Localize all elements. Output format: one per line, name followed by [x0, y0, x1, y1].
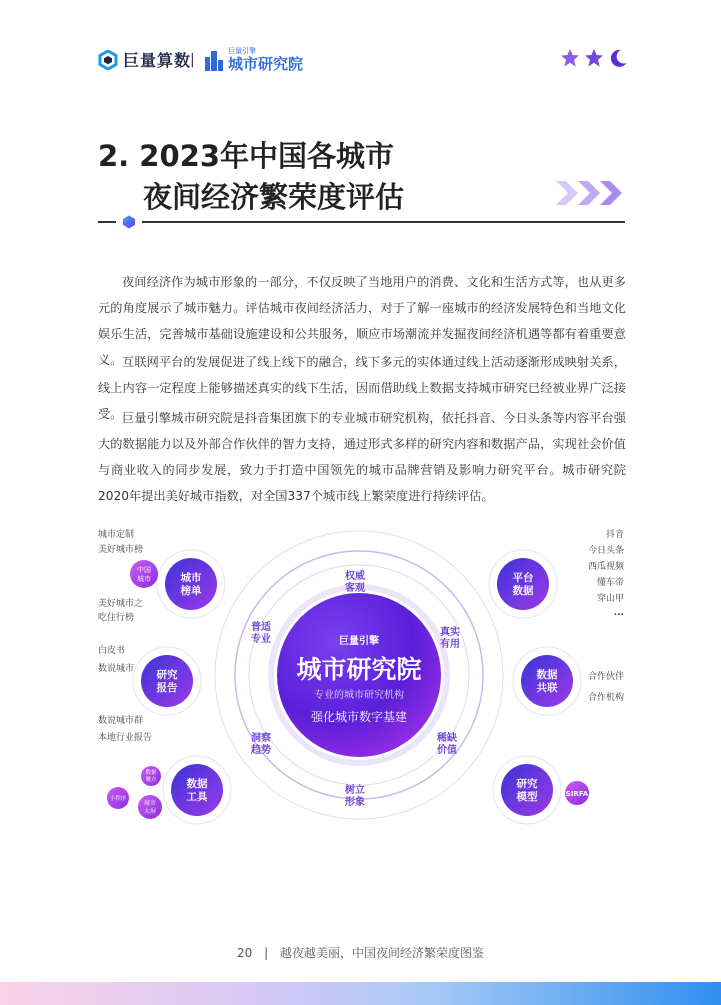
- bubble-china-city: [130, 560, 158, 588]
- svg-text:数据工具: 数据工具: [186, 778, 208, 803]
- footer-separator: |: [264, 946, 269, 960]
- label-pangle: 穿山甲: [596, 594, 624, 604]
- star-icon: [584, 48, 604, 68]
- hexagon-icon: [122, 215, 136, 229]
- ring-label-lower-right: 稀缺价值: [437, 733, 457, 756]
- label-more: ...: [613, 608, 624, 618]
- svg-text:数据共联: 数据共联: [536, 669, 558, 694]
- section-title-line1: 2. 2023年中国各城市: [98, 139, 395, 173]
- label-partners: 合作伙伴: [587, 672, 624, 682]
- svg-text:研究模型: 研究模型: [516, 778, 538, 803]
- ring-label-bottom: 树立形象: [345, 785, 365, 808]
- juliang-suanshu-logo: [98, 48, 191, 71]
- footer-text: 越夜越美丽，中国夜间经济繁荣度图鉴: [279, 946, 484, 960]
- svg-text:城市榜单: 城市榜单: [180, 572, 202, 597]
- star-icon: [560, 48, 580, 68]
- city-building-icon: [204, 49, 224, 71]
- label-city-custom: 城市定制: [98, 530, 135, 540]
- svg-text:平台数据: 平台数据: [512, 572, 534, 597]
- label-dongchedi: 懂车帝: [596, 578, 624, 588]
- label-xigua: 西瓜视频: [587, 562, 624, 572]
- label-douyin: 抖音: [605, 530, 624, 540]
- svg-text:数据魔方: 数据魔方: [145, 770, 157, 783]
- bubble-city-screen: [138, 795, 162, 819]
- label-good-city-rank: 美好城市榜: [98, 545, 144, 555]
- chevron-arrows-icon: [556, 180, 626, 206]
- page-footer: [0, 944, 721, 961]
- node-research-model: [501, 764, 553, 816]
- svg-text:研究报告: 研究报告: [156, 669, 178, 694]
- moon-icon: [608, 48, 628, 68]
- label-food-stay-travel: 吃住行榜: [98, 613, 135, 623]
- label-white-paper: 白皮书: [98, 646, 126, 656]
- label-toutiao: 今日头条: [587, 546, 624, 556]
- center-title: 城市研究院: [296, 655, 422, 684]
- svg-text:城市大屏: 城市大屏: [143, 800, 157, 815]
- section-title-line2: 夜间经济繁荣度评估: [143, 180, 405, 214]
- footer-gradient-bar: [0, 982, 721, 1005]
- paragraph: 夜间经济作为城市形象的一部分，不仅反映了当地用户的消费、文化和生活方式等，也从更多元的角度展示了城市魅力。评估城市夜间经济活力，对于了解一座城市的经济发展特色和当地文化娱乐生活，完善城市基础设施建设和公共服务，顺应市场潮流并发掘夜间经济机遇等都有着重要意义。: [98, 275, 626, 368]
- logo-right-text: 城市研究院: [228, 55, 304, 73]
- mini-program-label: 小程序: [109, 796, 127, 802]
- node-platform-data: [497, 558, 549, 610]
- svg-text:中国城市: 中国城市: [137, 566, 151, 583]
- label-local-industry: 本地行业报告: [98, 733, 153, 743]
- label-city-cluster: 数说城市群: [98, 716, 144, 726]
- center-slogan: 强化城市数字基建: [310, 710, 408, 724]
- sirfa-label: SIRFA: [565, 790, 589, 798]
- title-divider: [98, 221, 625, 223]
- page-header: [98, 44, 628, 74]
- node-data-tools: [171, 764, 223, 816]
- ring-label-upper-left: 普适专业: [251, 622, 271, 645]
- center-brand: 巨量引擎: [339, 636, 379, 647]
- ring-label-upper-right: 真实有用: [440, 627, 460, 650]
- node-city-rank: [165, 558, 217, 610]
- city-institute-logo: [204, 46, 303, 74]
- page-number: 20: [237, 946, 253, 960]
- label-shushuo-city: 数说城市: [98, 664, 135, 674]
- paragraph: 互联网平台的发展促进了线上线下的融合，线下多元的实体通过线上活动逐渐形成映射关系，线上内容一定程度上能够描述真实的线下生活，因而借助线上数据支持城市研究已经被业界广泛接受。: [98, 355, 626, 422]
- node-research-report: [141, 655, 193, 707]
- label-partner-orgs: 合作机构: [587, 693, 624, 703]
- label-good-city-of: 美好城市之: [98, 599, 144, 609]
- ring-label-top: 权威客观: [345, 571, 365, 594]
- institute-capability-diagram: [0, 520, 721, 850]
- ring-label-lower-left: 洞察趋势: [251, 733, 271, 756]
- logo-right-small: 巨量引擎: [228, 47, 256, 55]
- rating-decoration: [560, 48, 628, 68]
- logo-left-text: 巨量算数: [123, 51, 192, 70]
- bubble-data-cube: [141, 766, 161, 786]
- node-data-sharing: [521, 655, 573, 707]
- header-separator: |: [190, 52, 195, 68]
- suanshu-logo-icon: [98, 50, 118, 70]
- center-subtitle: 专业的城市研究机构: [314, 690, 404, 701]
- paragraph: 巨量引擎城市研究院是抖音集团旗下的专业城市研究机构，依托抖音、今日头条等内容平台强大的数据能力以及外部合作伙伴的智力支持，通过形式多样的研究内容和数据产品，实现社会价值与商业收入的同步发展，致力于打造中国领先的城市品牌营销及影响力研究平台。城市研究院2020年提出美好城市指数，对全国337个城市线上繁荣度进行持续评估。: [98, 411, 626, 504]
